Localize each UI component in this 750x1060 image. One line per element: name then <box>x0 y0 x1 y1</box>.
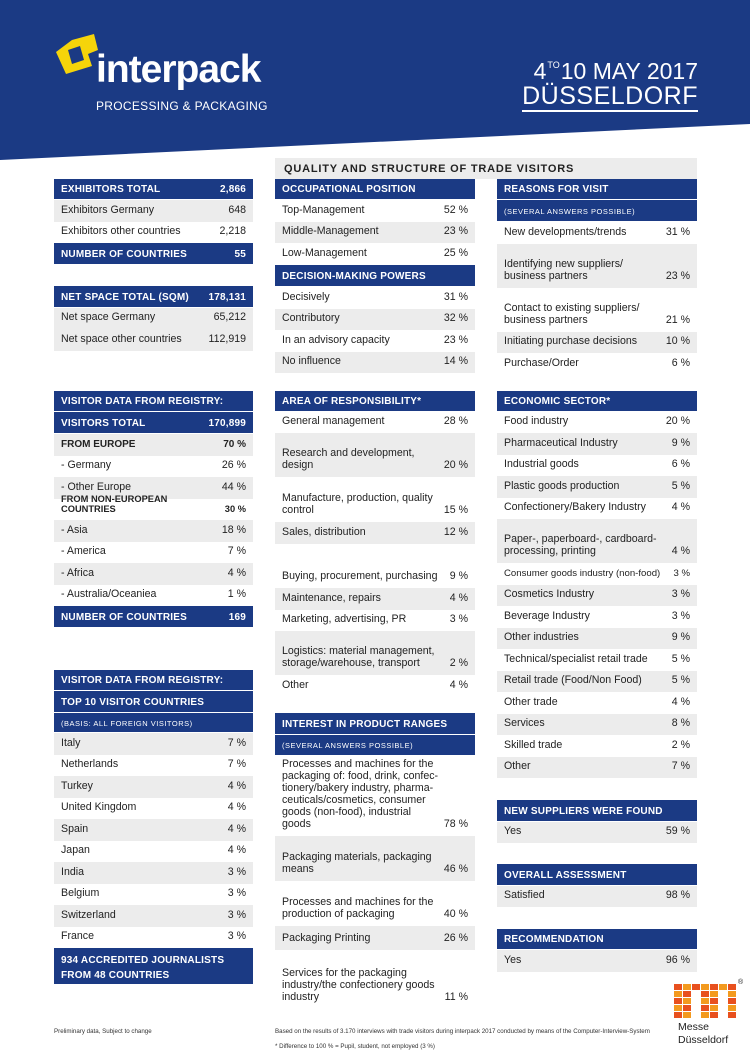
decision-rows <box>275 287 475 373</box>
row-value: 6 % <box>671 357 690 369</box>
row-label: Spain <box>61 823 89 835</box>
row-value: 5 % <box>671 480 690 492</box>
row-label: - Australia/Oceaniea <box>61 588 157 600</box>
row-value: 6 % <box>671 458 690 470</box>
row-value: 20 % <box>665 415 690 427</box>
table-row <box>497 412 697 433</box>
table-row <box>497 498 697 519</box>
row-label: Pharmaceutical Industry <box>504 437 618 449</box>
recommendation-table <box>497 929 697 972</box>
messe-line-1: Messe <box>678 1021 709 1033</box>
occupational-title: OCCUPATIONAL POSITION <box>282 184 416 195</box>
reasons-note: (SEVERAL ANSWERS POSSIBLE) <box>504 206 636 216</box>
event-dates <box>534 60 698 83</box>
row-label: Food industry <box>504 415 569 427</box>
row-label: Initiating purchase decisions <box>504 335 638 347</box>
row-label: Packaging materials, packaging means <box>282 851 432 875</box>
recommendation-title: RECOMMENDATION <box>504 934 604 945</box>
exhibitors-title: EXHIBITORS TOTAL <box>61 184 161 195</box>
top10-basis: (BASIS: ALL FOREIGN VISITORS) <box>61 718 193 728</box>
row-value: 4 % <box>227 844 246 856</box>
row-label: Italy <box>61 737 81 749</box>
row-value: 3 % <box>227 909 246 921</box>
row-label: Turkey <box>61 780 93 792</box>
row-value: 23 % <box>443 225 468 237</box>
row-value: 21 % <box>665 314 690 326</box>
date-to: TO <box>547 60 560 70</box>
table-row <box>275 330 475 352</box>
table-row <box>54 905 253 927</box>
row-value: 9 % <box>671 631 690 643</box>
messe-duesseldorf-name <box>678 1021 728 1047</box>
table-row <box>275 352 475 373</box>
row-value: 4 % <box>227 801 246 813</box>
top10-rows <box>54 733 253 948</box>
table-row <box>275 200 475 222</box>
row-label: India <box>61 866 84 878</box>
row-value: 7 % <box>227 545 246 557</box>
table-row <box>497 476 697 498</box>
row-value: 3 % <box>673 568 690 579</box>
table-row <box>54 755 253 776</box>
reasons-title: REASONS FOR VISIT <box>504 184 609 195</box>
row-label: Cosmetics Industry <box>504 588 595 600</box>
row-label: - America <box>61 545 106 557</box>
row-label: Processes and machines for the packaging of: food, drink, confec-tionery/bakery industry, pharma-ceuticals/cosmetics, consumer goods (non-food), industrial goods <box>282 758 439 830</box>
row-value: 8 % <box>671 717 690 729</box>
table-row <box>275 243 475 265</box>
assessment-table <box>497 864 697 907</box>
row-value: 4 % <box>449 679 468 691</box>
row-value: 10 % <box>665 335 690 347</box>
row-label: Contact to existing suppliers/ business partners <box>504 302 640 326</box>
row-value: 12 % <box>443 526 468 538</box>
new-suppliers-title: NEW SUPPLIERS WERE FOUND <box>504 805 663 817</box>
row-value: 40 % <box>443 908 468 920</box>
row-label: Services for the packaging industry/the confectionery goods industry <box>282 967 435 1003</box>
row-label: Packaging Printing <box>282 932 371 944</box>
top10-title: VISITOR DATA FROM REGISTRY: <box>61 675 224 686</box>
row-label: Processes and machines for the production of packaging <box>282 896 434 920</box>
messe-line-2: Düsseldorf <box>678 1034 729 1047</box>
table-row <box>54 841 253 862</box>
footer-methodology: Based on the results of 3.170 interviews with trade visitors during interpack 2017 conducted by means of the Computer-Interview-System <box>275 1028 650 1035</box>
row-label: Retail trade (Food/Non Food) <box>504 674 642 686</box>
row-value: 31 % <box>443 291 468 303</box>
row-value: 3 % <box>227 866 246 878</box>
row-label: Other trade <box>504 696 558 708</box>
assessment-title: OVERALL ASSESSMENT <box>504 869 627 881</box>
economic-sector-table <box>497 391 697 778</box>
table-row <box>497 519 697 563</box>
row-label: Industrial goods <box>504 458 579 470</box>
products-title: INTEREST IN PRODUCT RANGES <box>282 718 448 730</box>
row-label: Manufacture, production, quality control <box>282 492 433 516</box>
row-value: 20 % <box>443 459 468 471</box>
table-row <box>275 544 475 588</box>
table-row <box>275 756 475 836</box>
exhibitors-total: 2,866 <box>219 184 246 195</box>
row-label: Paper-, paperboard-, cardboard-processing, printing <box>504 533 657 557</box>
new-suppliers-table <box>497 800 697 843</box>
table-row <box>497 692 697 714</box>
sector-rows <box>497 412 697 778</box>
table-row <box>497 628 697 649</box>
row-label: Maintenance, repairs <box>282 592 381 604</box>
row-label: Other <box>282 679 309 691</box>
row-value: 4 % <box>449 592 468 604</box>
net-space-title: NET SPACE TOTAL (SQM) <box>61 291 189 303</box>
row-value: 14 % <box>443 355 468 367</box>
row-value: 23 % <box>665 270 690 282</box>
row-value: 18 % <box>221 524 246 536</box>
row-label: Middle-Management <box>282 225 379 237</box>
reasons-rows <box>497 222 697 375</box>
footer-disclaimer: Preliminary data, Subject to change <box>54 1028 152 1035</box>
visitors-total-label: VISITORS TOTAL <box>61 417 146 429</box>
table-row <box>54 798 253 819</box>
journalists-line-1: 934 ACCREDITED JOURNALISTS <box>61 955 225 966</box>
row-value: 52 % <box>443 204 468 216</box>
row-value: 26 % <box>221 459 246 471</box>
exhibitor-countries-label: NUMBER OF COUNTRIES <box>61 248 188 260</box>
table-row <box>275 836 475 881</box>
row-label: Plastic goods production <box>504 480 620 492</box>
row-value: 7 % <box>671 760 690 772</box>
row-label: Net space other countries <box>61 333 182 345</box>
row-value: 26 % <box>443 932 468 944</box>
row-value: 2 % <box>449 657 468 669</box>
date-end: 10 MAY 2017 <box>560 58 698 84</box>
non-europe-value: 30 % <box>224 504 246 514</box>
table-row <box>497 735 697 757</box>
row-label: - Other Europe <box>61 481 132 493</box>
europe-label: FROM EUROPE <box>61 439 136 450</box>
table-row <box>497 433 697 455</box>
table-row <box>275 477 475 522</box>
visitors-total-value: 170,899 <box>208 417 246 429</box>
brand-subtitle: PROCESSING & PACKAGING <box>96 99 268 113</box>
row-value: 23 % <box>443 334 468 346</box>
row-label: Low-Management <box>282 247 367 259</box>
row-value: 4 % <box>671 545 690 557</box>
row-label: - Asia <box>61 524 88 536</box>
visitor-countries-label: NUMBER OF COUNTRIES <box>61 611 188 623</box>
row-value: 3 % <box>449 613 468 625</box>
table-row <box>497 563 697 585</box>
table-row <box>497 757 697 778</box>
table-row <box>54 733 253 755</box>
row-value: 2,218 <box>219 225 246 237</box>
journalists-note <box>54 948 253 985</box>
row-label: Satisfied <box>504 889 545 901</box>
journalists-line-2: FROM 48 COUNTRIES <box>61 970 170 981</box>
occupational-table <box>275 179 475 373</box>
row-label: Exhibitors other countries <box>61 225 181 237</box>
row-label: Netherlands <box>61 758 119 770</box>
row-value: 9 % <box>449 570 468 582</box>
exhibitor-countries-value: 55 <box>234 248 246 260</box>
table-row <box>497 649 697 671</box>
row-value: 648 <box>228 204 246 216</box>
table-row <box>497 353 697 375</box>
row-value: 46 % <box>443 863 468 875</box>
row-label: General management <box>282 415 385 427</box>
row-value: 7 % <box>227 758 246 770</box>
net-space-total: 178,131 <box>208 291 246 303</box>
row-value: 65,212 <box>213 311 246 323</box>
row-label: Services <box>504 717 545 729</box>
visitor-countries-value: 169 <box>228 611 246 623</box>
table-row <box>497 671 697 692</box>
table-row <box>497 244 697 288</box>
row-label: Consumer goods industry (non-food) <box>504 568 661 579</box>
table-row <box>275 881 475 926</box>
registered-mark: ® <box>738 979 744 986</box>
responsibility-table <box>275 391 475 697</box>
occupational-rows <box>275 200 475 265</box>
row-label: - Africa <box>61 567 94 579</box>
sector-title: ECONOMIC SECTOR* <box>504 396 611 407</box>
row-label: Marketing, advertising, PR <box>282 613 407 625</box>
europe-value: 70 % <box>223 439 246 450</box>
table-row <box>275 950 475 1009</box>
row-value: 28 % <box>443 415 468 427</box>
row-value: 3 % <box>671 588 690 600</box>
table-row <box>275 675 475 697</box>
row-label: Logistics: material management, storage/warehouse, transport <box>282 645 435 669</box>
row-label: Sales, distribution <box>282 526 366 538</box>
row-label: Identifying new suppliers/ business partners <box>504 258 623 282</box>
row-value: 98 % <box>665 889 690 901</box>
table-row <box>275 926 475 950</box>
row-value: 11 % <box>444 991 468 1003</box>
row-value: 32 % <box>443 312 468 324</box>
table-row <box>275 522 475 544</box>
table-row <box>54 927 253 948</box>
row-value: 3 % <box>671 610 690 622</box>
row-label: United Kingdom <box>61 801 137 813</box>
exhibitors-table <box>54 179 253 265</box>
row-label: Exhibitors Germany <box>61 204 155 216</box>
date-start: 4 <box>533 58 547 84</box>
row-label: Confectionery/Bakery Industry <box>504 501 646 513</box>
table-row <box>497 288 697 332</box>
row-label: Belgium <box>61 887 100 899</box>
row-value: 4 % <box>227 567 246 579</box>
row-value: 59 % <box>665 825 690 837</box>
table-row <box>275 433 475 477</box>
responsibility-rows <box>275 412 475 697</box>
table-row <box>497 222 697 244</box>
row-value: 4 % <box>671 501 690 513</box>
row-value: 44 % <box>221 481 246 493</box>
table-row <box>275 588 475 610</box>
brand-name: interpack <box>96 48 261 91</box>
row-label: Other industries <box>504 631 579 643</box>
responsibility-title: AREA OF RESPONSIBILITY* <box>282 396 422 407</box>
row-value: 4 % <box>671 696 690 708</box>
table-row <box>275 610 475 631</box>
row-label: Contributory <box>282 312 340 324</box>
row-value: 1 % <box>227 588 246 600</box>
row-label: Japan <box>61 844 90 856</box>
row-label: Switzerland <box>61 909 116 921</box>
row-label: Technical/specialist retail trade <box>504 653 648 665</box>
event-city: DÜSSELDORF <box>522 82 698 110</box>
table-row <box>275 631 475 675</box>
row-label: Net space Germany <box>61 311 156 323</box>
table-row <box>275 287 475 309</box>
row-value: 78 % <box>443 818 468 830</box>
table-row <box>275 412 475 433</box>
table-row <box>275 309 475 330</box>
reasons-table <box>497 179 697 375</box>
row-label: Other <box>504 760 531 772</box>
row-value: 2 % <box>671 739 690 751</box>
table-row <box>54 776 253 798</box>
table-row <box>275 222 475 243</box>
table-row <box>497 714 697 735</box>
row-value: 112,919 <box>208 333 246 345</box>
row-value: 25 % <box>443 247 468 259</box>
table-row <box>497 606 697 628</box>
row-value: 5 % <box>671 653 690 665</box>
table-row <box>497 585 697 606</box>
row-value: 4 % <box>227 823 246 835</box>
row-label: In an advisory capacity <box>282 334 390 346</box>
row-label: Skilled trade <box>504 739 563 751</box>
top10-subtitle: TOP 10 VISITOR COUNTRIES <box>61 696 205 708</box>
row-value: 5 % <box>671 674 690 686</box>
row-value: 9 % <box>671 437 690 449</box>
non-europe-label: FROM NON-EUROPEAN COUNTRIES <box>61 494 168 514</box>
top10-countries-table <box>54 670 253 985</box>
row-value: 3 % <box>227 930 246 942</box>
row-label: Beverage Industry <box>504 610 590 622</box>
table-row <box>54 884 253 905</box>
row-value: 3 % <box>227 887 246 899</box>
table-row <box>497 455 697 476</box>
table-row <box>497 332 697 353</box>
messe-duesseldorf-logo-icon <box>672 978 750 1060</box>
decision-title: DECISION-MAKING POWERS <box>282 270 426 282</box>
row-value: 31 % <box>665 226 690 238</box>
row-value: 15 % <box>443 504 468 516</box>
net-space-table <box>54 286 253 351</box>
row-label: France <box>61 930 94 942</box>
row-value: 96 % <box>665 954 690 966</box>
table-row <box>54 862 253 884</box>
row-label: New developments/trends <box>504 226 627 238</box>
row-label: Top-Management <box>282 204 365 216</box>
registry-title: VISITOR DATA FROM REGISTRY: <box>61 396 224 407</box>
products-note: (SEVERAL ANSWERS POSSIBLE) <box>282 741 414 750</box>
row-label: No influence <box>282 355 341 367</box>
section-title: QUALITY AND STRUCTURE OF TRADE VISITORS <box>275 158 697 179</box>
row-label: Buying, procurement, purchasing <box>282 570 438 582</box>
row-value: 7 % <box>227 737 246 749</box>
row-label: Decisively <box>282 291 330 303</box>
row-label: Yes <box>504 825 522 837</box>
product-interest-table <box>275 713 475 1009</box>
table-row <box>54 819 253 841</box>
visitor-registry-table <box>54 391 253 628</box>
row-label: - Germany <box>61 459 112 471</box>
row-label: Yes <box>504 954 522 966</box>
footer-difference-note: * Difference to 100 % = Pupil, student, not employed (3 %) <box>275 1043 435 1050</box>
products-rows <box>275 756 475 1009</box>
row-value: 4 % <box>227 780 246 792</box>
row-label: Research and development, design <box>282 447 415 471</box>
row-label: Purchase/Order <box>504 357 579 369</box>
